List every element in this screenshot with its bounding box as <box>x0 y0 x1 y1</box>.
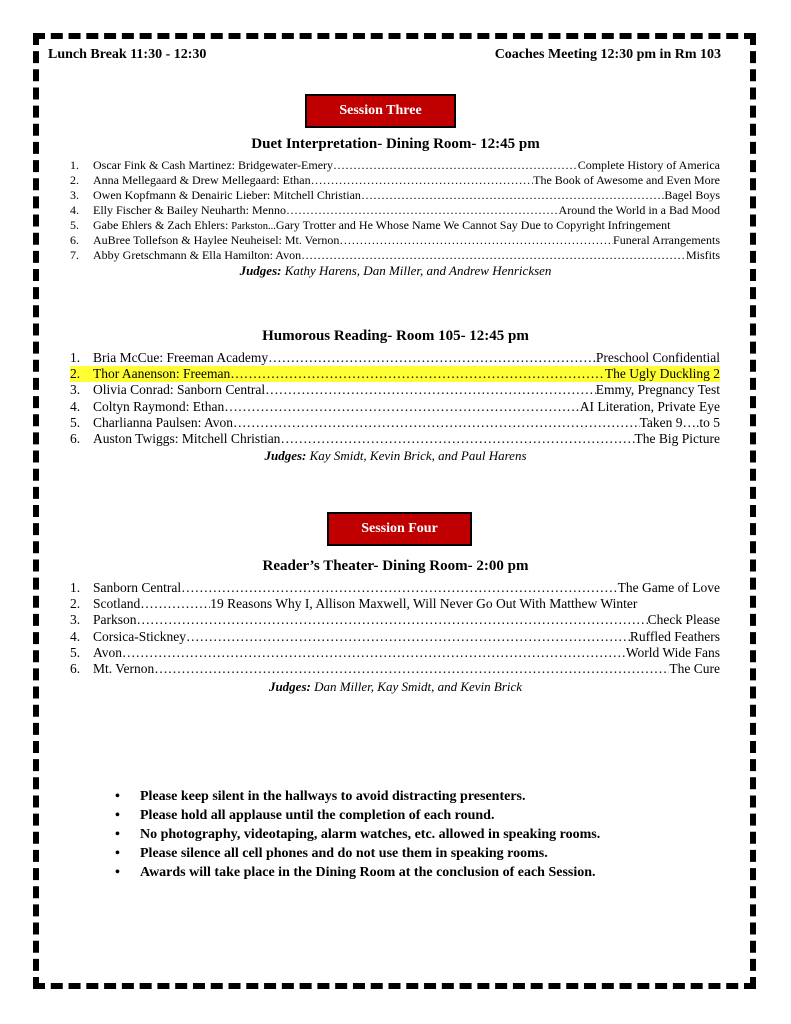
list-item: 4. Corsica-Stickney …………………………………………………………………………………………………………………………………………………… Ruffled Feathers <box>70 629 720 645</box>
list-item: 4. Elly Fischer & Bailey Neuharth: Menno …………………………………………………………………………………………………………………………………………………… Around the World in a Bad Mood <box>70 203 720 218</box>
duet-heading: Duet Interpretation- Dining Room- 12:45 pm <box>251 136 540 152</box>
session-three-label: Session Three <box>305 94 456 128</box>
list-item: 3. Owen Kopfmann & Denairic Lieber: Mitchell Christian …………………………………………………………………………………………………………………………………………………… Bagel Boys <box>70 188 720 203</box>
coaches-meeting-text: Coaches Meeting 12:30 pm in Rm 103 <box>494 47 721 62</box>
bullet-icon: • <box>115 789 120 804</box>
list-item: 3. Parkson …………………………………………………………………………………………………………………………………………………… Check Please <box>70 612 720 628</box>
humorous-list <box>70 350 720 447</box>
list-item: 6. Mt. Vernon …………………………………………………………………………………………………………………………………………………… The Cure <box>70 661 720 677</box>
readers-theater-judges: Judges: Dan Miller, Kay Smidt, and Kevin Brick <box>268 679 523 694</box>
duet-list <box>70 158 720 263</box>
humorous-judges: Judges: Kay Smidt, Kevin Brick, and Paul Harens <box>264 448 527 463</box>
list-item: 5. Gabe Ehlers & Zach Ehlers: Parkston... Gary Trotter and He Whose Name We Cannot Say Due to Copyright Infringement <box>70 218 671 232</box>
list-item: 2. Scotland …………………………………………………………………………………………………………………………………………………… 19 Reasons Why I, Allison Maxwell, Will Never Go Out With Matthew Winter <box>70 596 720 612</box>
session-four-label: Session Four <box>327 512 472 546</box>
rule-item: • Please keep silent in the hallways to avoid distracting presenters. <box>115 789 526 804</box>
bullet-icon: • <box>115 865 120 880</box>
list-item: 5. Avon …………………………………………………………………………………………………………………………………………………… World Wide Fans <box>70 645 720 661</box>
rules-list <box>115 787 600 882</box>
bullet-icon: • <box>115 808 120 823</box>
rule-item: • Please silence all cell phones and do not use them in speaking rooms. <box>115 846 548 861</box>
list-item: 1. Sanborn Central …………………………………………………………………………………………………………………………………………………… The Game of Love <box>70 580 720 596</box>
rule-item: • No photography, videotaping, alarm watches, etc. allowed in speaking rooms. <box>115 827 601 842</box>
list-item: 1. Bria McCue: Freeman Academy …………………………………………………………………………………………………………………………………………………… Preschool Confidential <box>70 350 720 366</box>
list-item: 6. AuBree Tollefson & Haylee Neuheisel: Mt. Vernon …………………………………………………………………………………………………………………………………………………… Funeral Arrangements <box>70 233 720 248</box>
bullet-icon: • <box>115 827 120 842</box>
list-item: 2. Anna Mellegaard & Drew Mellegaard: Ethan …………………………………………………………………………………………………………………………………………………… The Book of Awesome and Even More <box>70 173 720 188</box>
rule-item: • Awards will take place in the Dining Room at the conclusion of each Session. <box>115 865 596 880</box>
rule-item: • Please hold all applause until the completion of each round. <box>115 808 495 823</box>
list-item: 4. Coltyn Raymond: Ethan …………………………………………………………………………………………………………………………………………………… AI Literation, Private Eye <box>70 399 720 415</box>
list-item: 7. Abby Gretschmann & Ella Hamilton: Avon …………………………………………………………………………………………………………………………………………………… Misfits <box>70 248 720 263</box>
list-item-highlighted: 2. Thor Aanenson: Freeman …………………………………………………………………………………………………………………………………………………… The Ugly Duckling 2 <box>70 366 720 382</box>
readers-theater-heading: Reader’s Theater- Dining Room- 2:00 pm <box>262 558 529 574</box>
lunch-break-text: Lunch Break 11:30 - 12:30 <box>48 47 207 62</box>
list-item: 5. Charlianna Paulsen: Avon …………………………………………………………………………………………………………………………………………………… Taken 9….to 5 <box>70 415 720 431</box>
list-item: 6. Auston Twiggs: Mitchell Christian …………………………………………………………………………………………………………………………………………………… The Big Picture <box>70 431 720 447</box>
list-item: 1. Oscar Fink & Cash Martinez: Bridgewater-Emery …………………………………………………………………………………………………………………………………………………… Complete History of America <box>70 158 720 173</box>
readers-theater-list <box>70 580 720 677</box>
duet-judges: Judges: Kathy Harens, Dan Miller, and Andrew Henricksen <box>239 263 552 278</box>
list-item: 3. Olivia Conrad: Sanborn Central …………………………………………………………………………………………………………………………………………………… Emmy, Pregnancy Test <box>70 382 720 398</box>
bullet-icon: • <box>115 846 120 861</box>
humorous-heading: Humorous Reading- Room 105- 12:45 pm <box>262 328 529 344</box>
